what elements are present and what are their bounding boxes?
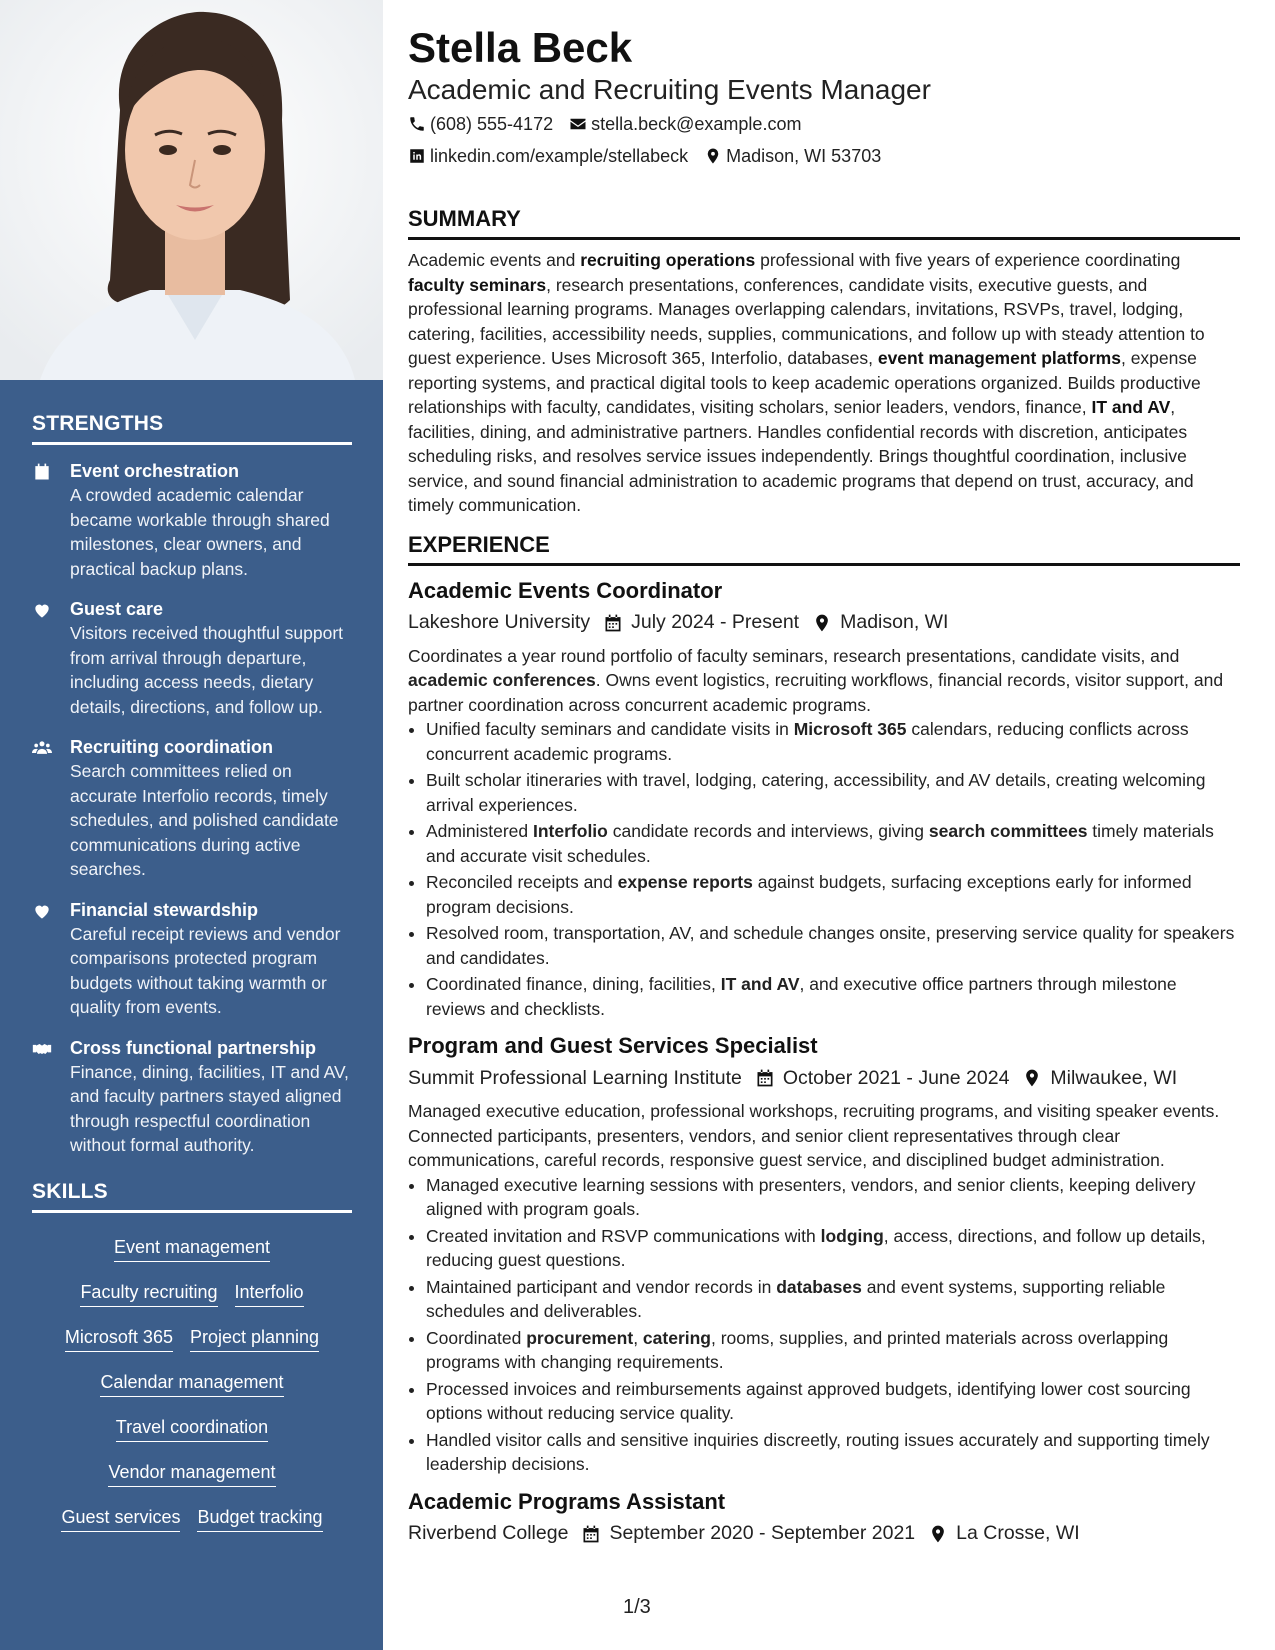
skill-tag: Faculty recruiting bbox=[80, 1281, 217, 1307]
job-dates bbox=[603, 611, 799, 634]
summary-heading: SUMMARY bbox=[408, 206, 1240, 240]
job-bullet: • Coordinated finance, dining, facilities, IT and AV, and executive office partners through milestone reviews and checklists. bbox=[426, 972, 1240, 1021]
envelope-icon bbox=[569, 115, 587, 133]
strengths-heading: STRENGTHS bbox=[32, 412, 352, 445]
profile-photo bbox=[0, 0, 383, 380]
job-entry bbox=[408, 576, 1240, 1022]
job-entry bbox=[408, 1031, 1240, 1477]
skill-tag: Travel coordination bbox=[116, 1416, 268, 1442]
experience-heading: EXPERIENCE bbox=[408, 532, 1240, 566]
heart-icon bbox=[32, 597, 70, 719]
skill-row bbox=[32, 1362, 352, 1407]
handshake-icon bbox=[32, 1036, 70, 1158]
strength-title: Financial stewardship bbox=[70, 899, 259, 920]
main-content bbox=[408, 22, 1240, 1551]
map-pin-icon bbox=[1022, 1068, 1042, 1088]
sidebar-content bbox=[32, 412, 352, 1542]
email-text: stella.beck@example.com bbox=[591, 113, 802, 134]
calendar-icon bbox=[581, 1524, 601, 1544]
job-description: Managed executive education, professional workshops, recruiting programs, and visiting speaker events. Connected participants, presenters, vendors, and senior client representatives through clear communications, careful records, responsive guest service, and disciplined budget administration. bbox=[408, 1101, 1220, 1170]
strength-item bbox=[32, 1036, 352, 1158]
strength-item bbox=[32, 459, 352, 581]
users-icon bbox=[32, 735, 70, 882]
skill-row bbox=[32, 1407, 352, 1452]
location-contact bbox=[704, 146, 881, 167]
skill-tag: Interfolio bbox=[235, 1281, 304, 1307]
experience-list bbox=[408, 576, 1240, 1551]
job-company: Lakeshore University bbox=[408, 611, 591, 633]
heart-icon bbox=[32, 898, 70, 1020]
job-dates bbox=[755, 1067, 1010, 1090]
sidebar bbox=[0, 0, 383, 1650]
job-location bbox=[1022, 1067, 1177, 1090]
skill-tag: Vendor management bbox=[108, 1461, 275, 1487]
map-pin-icon bbox=[704, 147, 722, 165]
job-location-text: Milwaukee, WI bbox=[1050, 1066, 1178, 1089]
calendar-icon bbox=[755, 1068, 775, 1088]
job-location-text: Madison, WI bbox=[840, 611, 949, 633]
job-dates-text: October 2021 - June 2024 bbox=[782, 1066, 1010, 1089]
job-location bbox=[928, 1522, 1080, 1545]
email-contact[interactable] bbox=[569, 114, 801, 135]
job-description: Coordinates a year round portfolio of faculty seminars, research presentations, candidate visits, and academic conferences. Owns event logistics, recruiting workflows, financial records, visitor support, and partner coordination across concurrent academic programs. bbox=[408, 645, 1224, 715]
job-company: Summit Professional Learning Institute bbox=[408, 1066, 742, 1089]
strength-description: A crowded academic calendar became workable through shared milestones, clear owners, and practical backup plans. bbox=[70, 485, 330, 579]
person-name: Stella Beck bbox=[408, 24, 633, 71]
phone-contact[interactable] bbox=[408, 114, 553, 135]
linkedin-text: linkedin.com/example/stellabeck bbox=[430, 145, 689, 166]
strength-item bbox=[32, 735, 352, 882]
job-bullet: • Built scholar itineraries with travel, lodging, catering, accessibility, and AV details, creating welcoming arrival experiences. bbox=[426, 768, 1240, 817]
job-title: Academic Events Coordinator bbox=[408, 577, 723, 603]
linkedin-contact[interactable] bbox=[408, 146, 688, 167]
contact-row-2 bbox=[408, 140, 1240, 172]
job-title: Program and Guest Services Specialist bbox=[408, 1033, 818, 1058]
job-location-text: La Crosse, WI bbox=[956, 1522, 1080, 1544]
job-bullet: • Unified faculty seminars and candidate visits in Microsoft 365 calendars, reducing conflicts across concurrent academic programs. bbox=[426, 717, 1240, 766]
job-bullet: • Maintained participant and vendor records in databases and event systems, supporting reliable schedules and deliverables. bbox=[426, 1275, 1240, 1324]
job-bullet: • Handled visitor calls and sensitive inquiries discreetly, routing issues accurately and supporting timely leadership decisions. bbox=[426, 1428, 1240, 1477]
job-bullets bbox=[408, 717, 1240, 1021]
map-pin-icon bbox=[812, 613, 832, 633]
job-bullet: • Coordinated procurement, catering, rooms, supplies, and printed materials across overlapping programs with changing requirements. bbox=[426, 1326, 1240, 1375]
job-entry bbox=[408, 1487, 1240, 1551]
job-role: Academic and Recruiting Events Manager bbox=[408, 74, 931, 105]
skill-tag: Budget tracking bbox=[197, 1506, 322, 1532]
job-meta bbox=[408, 1061, 1240, 1095]
job-bullet: • Administered Interfolio candidate records and interviews, giving search committees timely materials and accurate visit schedules. bbox=[426, 819, 1240, 868]
job-meta bbox=[408, 606, 1240, 640]
strength-description: Visitors received thoughtful support from arrival through departure, including access needs, dietary details, directions, and follow up. bbox=[70, 623, 344, 717]
job-title: Academic Programs Assistant bbox=[408, 1488, 726, 1514]
skill-tag: Event management bbox=[114, 1236, 270, 1262]
skill-row bbox=[32, 1452, 352, 1497]
job-bullets bbox=[408, 1173, 1240, 1477]
strength-item bbox=[32, 898, 352, 1020]
linkedin-icon bbox=[408, 147, 426, 165]
job-bullet: • Reconciled receipts and expense reports against budgets, surfacing exceptions early for informed program decisions. bbox=[426, 870, 1240, 919]
skill-row bbox=[32, 1497, 352, 1542]
summary-text: Academic events and recruiting operations professional with five years of experience coordinating faculty seminars, research presentations, conferences, candidate visits, executive guests, and professional learning programs. Manages overlapping calendars, invitations, RSVPs, travel, lodging, catering, facilities, accessibility needs, supplies, communications, and follow up with steady attention to guest experience. Uses Microsoft 365, Interfolio, databases, event management platforms, expense reporting systems, and practical digital tools to keep academic operations organized. Builds productive relationships with faculty, candidates, visiting scholars, senior leaders, vendors, finance, IT and AV, facilities, dining, and administrative partners. Handles confidential records with discretion, anticipates scheduling risks, and resolves service issues independently. Brings thoughtful coordination, inclusive service, and sound financial administration to academic programs that depend on trust, accuracy, and timely communication. bbox=[408, 250, 1205, 515]
job-meta bbox=[408, 1517, 1240, 1551]
strength-description: Search committees relied on accurate Interfolio records, timely schedules, and polished candidate communications during active searches. bbox=[70, 761, 339, 879]
job-bullet: • Resolved room, transportation, AV, and schedule changes onsite, preserving service quality for speakers and candidates. bbox=[426, 921, 1240, 970]
location-text: Madison, WI 53703 bbox=[726, 145, 882, 166]
strength-title: Event orchestration bbox=[70, 461, 240, 481]
skills-heading: SKILLS bbox=[32, 1180, 352, 1213]
strengths-list bbox=[32, 459, 352, 1158]
phone-icon bbox=[408, 115, 426, 133]
strength-title: Guest care bbox=[70, 599, 164, 619]
job-location bbox=[812, 611, 948, 634]
page-number: 1/3 bbox=[623, 1596, 651, 1618]
calendar-icon bbox=[32, 459, 70, 581]
strength-title: Cross functional partnership bbox=[70, 1037, 317, 1058]
strength-item bbox=[32, 597, 352, 719]
skills-list bbox=[32, 1227, 352, 1542]
skill-tag: Guest services bbox=[61, 1506, 180, 1532]
skill-tag: Microsoft 365 bbox=[65, 1326, 173, 1352]
job-dates-text: July 2024 - Present bbox=[631, 611, 800, 633]
skill-row bbox=[32, 1317, 352, 1362]
job-bullet: • Created invitation and RSVP communications with lodging, access, directions, and follow up details, reducing guest questions. bbox=[426, 1224, 1240, 1273]
strength-description: Careful receipt reviews and vendor comparisons protected program budgets without taking warmth or quality from events. bbox=[70, 923, 341, 1017]
skill-row bbox=[32, 1227, 352, 1272]
map-pin-icon bbox=[928, 1524, 948, 1544]
skill-tag: Calendar management bbox=[100, 1371, 283, 1397]
skill-row bbox=[32, 1272, 352, 1317]
job-bullet: • Managed executive learning sessions with presenters, vendors, and senior clients, keeping delivery aligned with program goals. bbox=[426, 1173, 1240, 1222]
job-dates bbox=[581, 1522, 915, 1545]
skill-tag: Project planning bbox=[190, 1326, 319, 1352]
phone-text: (608) 555-4172 bbox=[430, 113, 554, 134]
strength-title: Recruiting coordination bbox=[70, 737, 274, 757]
job-bullet: • Processed invoices and reimbursements against approved budgets, identifying lower cost sourcing options without reducing service quality. bbox=[426, 1377, 1240, 1426]
contact-row-1 bbox=[408, 108, 1240, 140]
calendar-icon bbox=[603, 613, 623, 633]
strength-description: Finance, dining, facilities, IT and AV, and faculty partners stayed aligned through respectful coordination without formal authority. bbox=[70, 1061, 349, 1155]
job-company: Riverbend College bbox=[408, 1522, 569, 1544]
job-dates-text: September 2020 - September 2021 bbox=[609, 1522, 916, 1544]
